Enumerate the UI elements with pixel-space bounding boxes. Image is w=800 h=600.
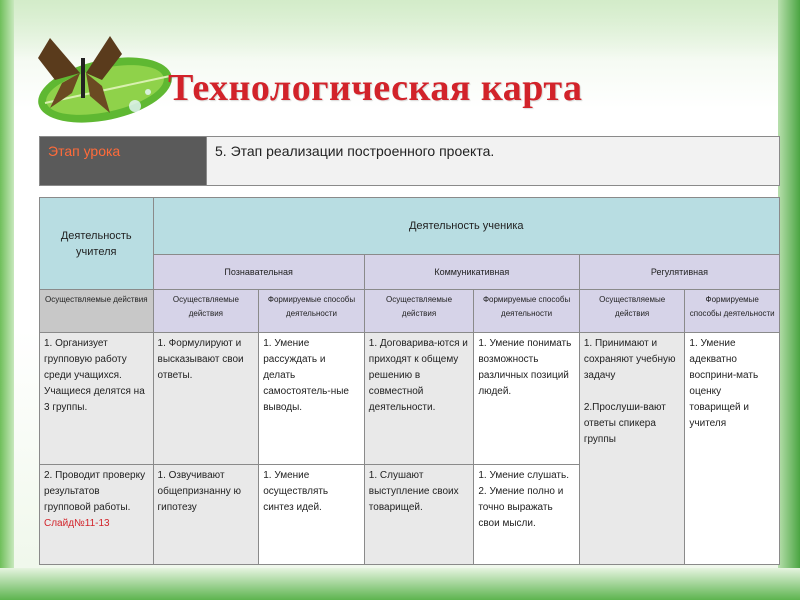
table-cell (579, 333, 685, 565)
table-cell: 1. Умение осуществлять синтез идей. (259, 465, 365, 565)
regulative-action-1: 1. Принимают и сохраняют учебную задачу (583, 338, 676, 381)
stage-label: Этап урока (40, 137, 207, 186)
group-regulative: Регулятивная (579, 255, 779, 290)
table-cell: 1. Организует групповую работу среди учащихся. Учащиеся делятся на 3 группы. (40, 333, 154, 465)
group-cognitive: Познавательная (153, 255, 364, 290)
teacher-activity-header: Деятельность учителя (40, 198, 154, 290)
column-header: Формируемые способы деятельности (474, 290, 580, 333)
column-header: Осуществляемые действия (579, 290, 685, 333)
teacher-action-2: 2. Проводит проверку результатов групповой работы. (44, 470, 146, 513)
table-cell (40, 465, 154, 565)
column-header: Осуществляемые действия (364, 290, 474, 333)
column-header: Осуществляемые действия (153, 290, 259, 333)
table-cell: 1. Озвучивают общепризнанну ю гипотезу (153, 465, 259, 565)
table-cell: 1. Умение рассуждать и делать самостоятель-ные выводы. (259, 333, 365, 465)
regulative-action-2: 2.Прослуши-вают ответы спикера группы (583, 402, 666, 445)
column-header: Формируемые способы деятельности (259, 290, 365, 333)
column-header: Формируемые способы деятельности (685, 290, 780, 333)
page-title: Технологическая карта (168, 67, 583, 109)
slide-reference: Слайд№11-13 (44, 518, 110, 529)
leaf-butterfly-decoration (10, 18, 180, 128)
communicative-skill-2: 2. Умение полно и точно выражать свои мысли. (478, 486, 564, 529)
activity-table (39, 197, 780, 565)
column-header: Осуществляемые действия (40, 290, 154, 333)
table-cell: 1. Формулируют и высказывают свои ответы. (153, 333, 259, 465)
student-activity-header: Деятельность ученика (153, 198, 779, 255)
table-cell: 1. Умение понимать возможность различных позиций людей. (474, 333, 580, 465)
table-cell: 1. Умение адекватно восприни-мать оценку товарищей и учителя (685, 333, 780, 565)
group-communicative: Коммуникативная (364, 255, 579, 290)
frame-bottom (0, 568, 800, 600)
table-cell: 1. Договарива-ются и приходят к общему решению в совместной деятельности. (364, 333, 474, 465)
table-cell (474, 465, 580, 565)
stage-value: 5. Этап реализации построенного проекта. (207, 137, 780, 186)
table-cell: 1. Слушают выступление своих товарищей. (364, 465, 474, 565)
stage-table (39, 136, 780, 186)
communicative-skill-1: 1. Умение слушать. (478, 470, 570, 481)
frame-right (778, 0, 800, 600)
